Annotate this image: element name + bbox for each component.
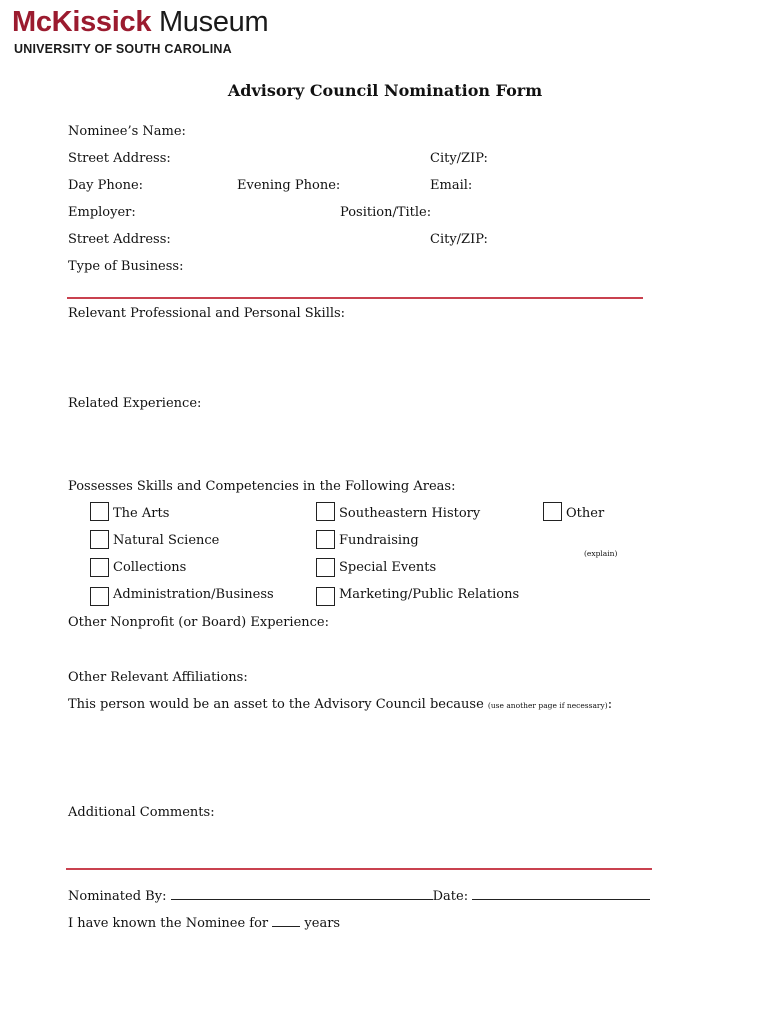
day-phone-label: Day Phone: [68,178,144,193]
email-label: Email: [430,178,473,193]
nominated-by-row [68,887,650,906]
competencies-heading: Possesses Skills and Competencies in the Following Areas: [68,479,456,494]
street-address-label: Street Address: [68,151,171,166]
checkbox-label-administration-business: Administration/Business [113,587,274,602]
known-years-line[interactable] [272,914,300,927]
museum-logo [12,4,268,40]
divider-top [67,297,643,299]
checkbox-administration-business[interactable] [90,587,109,606]
checkbox-label-other: Other [566,506,605,521]
checkbox-natural-science[interactable] [90,530,109,549]
asset-note: (use another page if necessary) [487,701,608,710]
other-nonprofit-label: Other Nonprofit (or Board) Experience: [68,615,330,630]
asset-statement [68,696,612,715]
date-label: Date: [432,889,469,904]
employer-label: Employer: [68,205,136,220]
checkbox-special-events[interactable] [316,558,335,577]
known-suffix-text: years [304,916,341,931]
relevant-skills-label: Relevant Professional and Personal Skills: [68,306,346,321]
known-prefix-text: I have known the Nominee for [68,916,269,931]
logo-brand-text: McKissick [12,6,152,38]
checkbox-label-fundraising: Fundraising [339,533,419,548]
checkbox-marketing-public-relations[interactable] [316,587,335,606]
type-of-business-label: Type of Business: [68,259,184,274]
explain-note: (explain) [584,549,618,558]
asset-colon: : [607,697,613,712]
logo-museum-text: Museum [158,6,269,38]
checkbox-label-southeastern-history: Southeastern History [339,506,481,521]
checkbox-southeastern-history[interactable] [316,502,335,521]
other-affiliations-label: Other Relevant Affiliations: [68,670,248,685]
employer-city-zip-label: City/ZIP: [430,232,488,247]
checkbox-label-collections: Collections [113,560,187,575]
asset-because-text: This person would be an asset to the Advisory Council because [68,697,484,712]
checkbox-label-special-events: Special Events [339,560,437,575]
known-years-row [68,914,340,933]
nominee-name-label: Nominee’s Name: [68,124,186,139]
related-experience-label: Related Experience: [68,396,202,411]
checkbox-label-natural-science: Natural Science [113,533,220,548]
evening-phone-label: Evening Phone: [237,178,341,193]
nominated-by-line[interactable] [171,887,433,900]
position-title-label: Position/Title: [340,205,432,220]
city-zip-label: City/ZIP: [430,151,488,166]
checkbox-the-arts[interactable] [90,502,109,521]
form-title: Advisory Council Nomination Form [227,81,543,100]
divider-bottom [66,868,652,870]
checkbox-other[interactable] [543,502,562,521]
checkbox-fundraising[interactable] [316,530,335,549]
employer-street-address-label: Street Address: [68,232,171,247]
date-line[interactable] [472,887,650,900]
checkbox-label-the-arts: The Arts [113,506,170,521]
university-name: UNIVERSITY OF SOUTH CAROLINA [14,42,232,56]
checkbox-collections[interactable] [90,558,109,577]
nominated-by-label: Nominated By: [68,889,167,904]
additional-comments-label: Additional Comments: [68,805,215,820]
checkbox-label-marketing-public-relations: Marketing/Public Relations [339,587,520,602]
